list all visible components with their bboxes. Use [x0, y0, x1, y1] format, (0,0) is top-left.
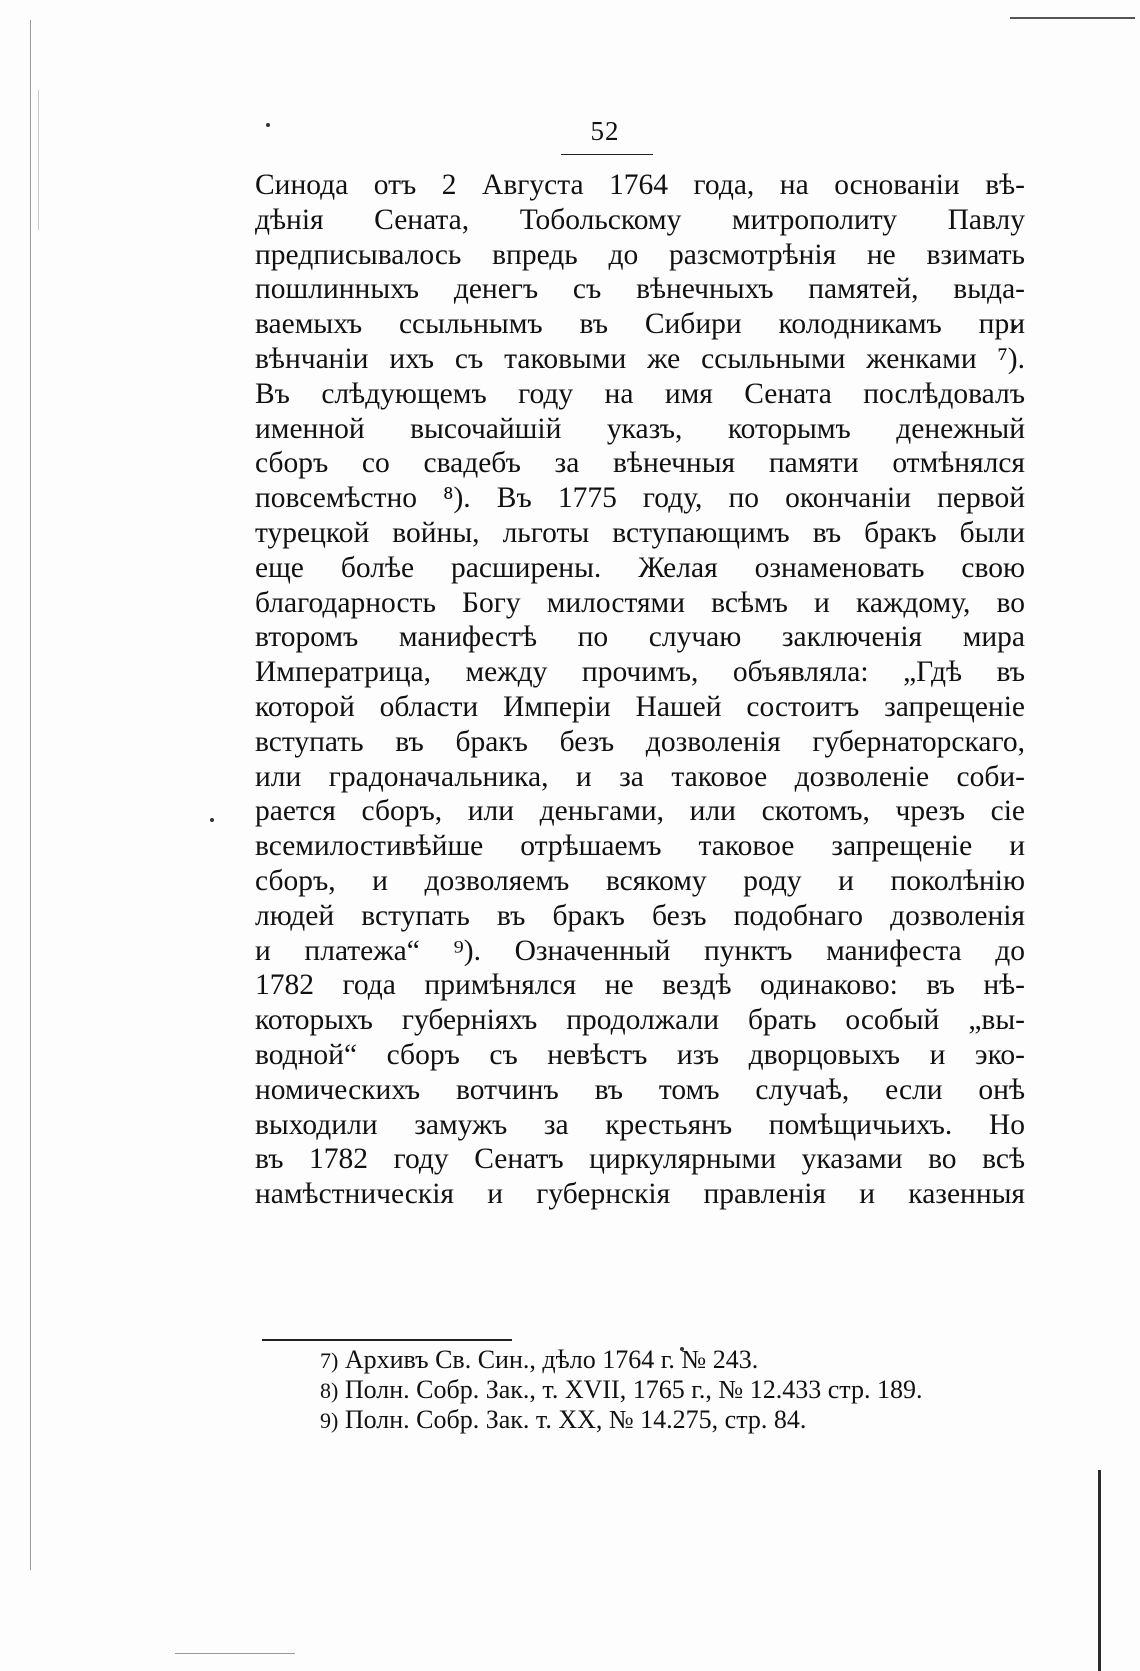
text-line: которыхъ губернiяхъ продолжали брать особый „вы-: [255, 1004, 1025, 1037]
scan-edge-line: [1010, 17, 1135, 19]
text-line: еще болѣе расширены. Желая ознаменовать свою: [255, 551, 1025, 584]
footnote-separator: [262, 1339, 512, 1341]
footnote-mark: 9): [320, 1408, 339, 1433]
text-line: именной высочайшiй указъ, которымъ денежный: [255, 412, 1025, 445]
text-line: турецкой войны, льготы вступающимъ въ бракъ были: [255, 517, 1025, 549]
page-number-rule: [561, 154, 653, 155]
text-line: вступать въ бракъ безъ дозволенiя губернаторскаго,: [255, 725, 1025, 758]
footnote-text: Архивъ Св. Син., дѣло 1764 г. № 243.: [338, 1345, 759, 1374]
footnote-text: Полн. Собр. Зак. т. XX, № 14.275, стр. 84.: [338, 1405, 807, 1434]
text-line: рается сборъ, или деньгами, или скотомъ, чрезъ сiе: [255, 795, 1025, 828]
footnote: [320, 1345, 758, 1376]
footnote-text: Полн. Собр. Зак., т. XVII, 1765 г., № 12.433 стр. 189.: [338, 1375, 923, 1404]
text-line: номическихъ вотчинъ въ томъ случаѣ, если онѣ: [255, 1073, 1025, 1106]
page-number: 52: [590, 116, 620, 146]
text-line: Синода отъ 2 Августа 1764 года, на основанiи вѣ-: [255, 169, 1025, 201]
text-line: сборъ со свадебъ за вѣнечныя памяти отмѣнялся: [255, 447, 1025, 480]
text-line: въ 1782 году Сенатъ циркулярными указами во всѣ: [255, 1143, 1025, 1176]
footnote-mark: 8): [320, 1378, 339, 1403]
text-line: дѣнiя Сената, Тобольскому митрополиту Павлу: [255, 203, 1025, 236]
text-line: и платежа“ ⁹). Означенный пунктъ манифеста до: [255, 934, 1025, 967]
text-line: пошлинныхъ денегъ съ вѣнечныхъ памятей, выда-: [255, 273, 1025, 306]
text-line: или градоначальника, и за таковое дозволенiе соби-: [255, 760, 1025, 793]
text-line: намѣстническiя и губернскiя правленiя и казенныя: [255, 1178, 1025, 1211]
text-line: ваемыхъ ссыльнымъ въ Сибири колодникамъ при: [255, 308, 1025, 341]
footnote: [320, 1375, 922, 1406]
text-line: повсемѣстно ⁸). Въ 1775 году, по окончанiи первой: [255, 482, 1025, 515]
text-line: предписывалось впредь до разсмотрѣнiя не взимать: [255, 238, 1025, 271]
scan-edge-line: [1098, 1470, 1101, 1671]
text-line: 1782 года примѣнялся не вездѣ одинаково: въ нѣ-: [255, 969, 1025, 1002]
scan-edge-line: [175, 1653, 295, 1654]
text-line: Въ слѣдующемъ году на имя Сената послѣдовалъ: [255, 377, 1025, 410]
scan-edge-line: [38, 90, 39, 230]
text-line: водной“ сборъ съ невѣстъ изъ дворцовыхъ и эко-: [255, 1039, 1025, 1071]
text-line: вѣнчанiи ихъ съ таковыми же ссыльными женками ⁷).: [255, 343, 1025, 375]
text-line: людей вступать въ бракъ безъ подобнаго дозволенiя: [255, 899, 1025, 932]
text-line: всемилостивѣйше отрѣшаемъ таковое запрещенiе и: [255, 830, 1025, 863]
footnote-mark: 7): [320, 1348, 339, 1373]
text-line: которой области Имперiи Нашей состоитъ запрещенiе: [255, 691, 1025, 723]
text-line: второмъ манифестѣ по случаю заключенiя мира: [255, 621, 1025, 654]
footnote: [320, 1405, 806, 1436]
scan-speck: [210, 818, 214, 822]
text-line: Императрица, между прочимъ, объявляла: „Гдѣ въ: [255, 656, 1025, 689]
text-line: сборъ, и дозволяемъ всякому роду и поколѣнiю: [255, 865, 1025, 897]
scan-speck: [266, 123, 270, 127]
text-line: выходили замужъ за крестьянъ помѣщичьихъ. Но: [255, 1108, 1025, 1141]
text-line: благодарность Богу милостями всѣмъ и каждому, во: [255, 586, 1025, 619]
scan-edge-line: [30, 20, 31, 1570]
